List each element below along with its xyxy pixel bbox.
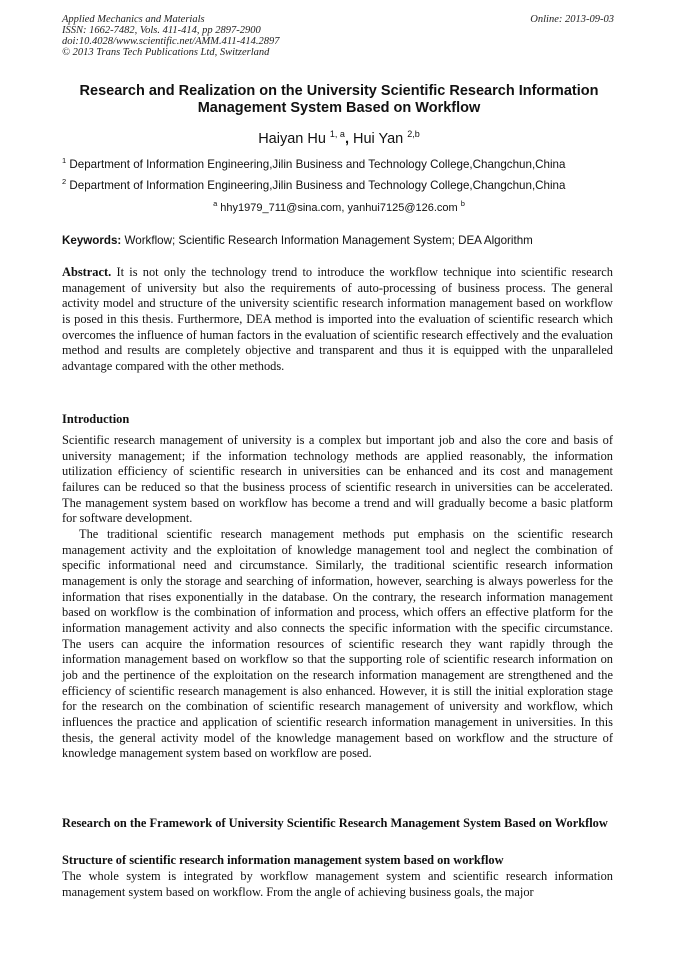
author-2: Hui Yan (353, 131, 404, 147)
affiliation-2-text: Department of Information Engineering,Jilin Business and Technology College,Changchun,China (69, 179, 566, 192)
abstract-text: It is not only the technology trend to introduce the workflow technique into scientific research management of university but also the requirements of auto-processing of business process. The general activity model and structure of the university scientific research information management based on workflow is posed in this thesis. Furthermore, DEA method is imported into the evaluation of scientific research which overcomes the influence of human factors in the evaluation of scientific research effectively and the evaluation method and results are completely objective and transparent and thus it is equipped with the unparalleled advantage compared with the other methods. (62, 265, 613, 373)
introduction-heading: Introduction (62, 412, 130, 426)
affiliation-1-num: 1 (62, 156, 67, 165)
author-1-affil: 1, a (329, 129, 345, 139)
keywords-text: Workflow; Scientific Research Information Management System; DEA Algorithm (124, 234, 533, 247)
affiliation-2-num: 2 (62, 177, 67, 186)
email-sup-a: a (213, 199, 218, 208)
online-date: Online: 2013-09-03 (530, 14, 614, 25)
keywords-label: Keywords: (62, 234, 122, 247)
copyright-line: © 2013 Trans Tech Publications Ltd, Switzerland (62, 47, 270, 58)
doi-line: doi:10.4028/www.scientific.net/AMM.411-414.2897 (62, 36, 280, 47)
keywords (62, 234, 533, 247)
issn-line: ISSN: 1662-7482, Vols. 411-414, pp 2897-2900 (62, 25, 261, 36)
email-addresses: hhy1979_711@sina.com, yanhui7125@126.com (220, 202, 458, 214)
abstract-label: Abstract. (62, 265, 112, 279)
author-separator: , (344, 131, 349, 147)
journal-header (62, 14, 279, 58)
author-line (0, 129, 678, 147)
author-2-affil: 2,b (407, 129, 420, 139)
intro-paragraph-1: Scientific research management of university is a complex but important job and also the core and basis of university management; if the information technology methods are applied reasonably, the information utilization efficiency of scientific research in universities can be enhanced and its cost and management failures can be reduced so that the business process of scientific research in universities can be accelerated. The management system based on workflow has become a trend and will gradually become a basic platform for software development. (62, 433, 613, 526)
affiliation-2 (62, 177, 622, 192)
email-line (0, 199, 678, 214)
abstract (62, 265, 613, 375)
intro-paragraph-2: The traditional scientific research management methods put emphasis on the scientific research management activity and the exploitation of knowledge management tool and neglect the combination of specific informational need and circumstance. Similarly, the traditional scientific research information management is only the storage and searching of information, however, searching is always powerless for the information that rises exponentially in the database. On the contrary, the research information management based on workflow is the combination of information and process, which offers an effective platform for the information management activity and also connects the specific information with the specific circumstance. The users can acquire the information resources of scientific research they want rapidly through the information management based on workflow so that the supporting role of scientific research information on job and the pertinence of the exploitation on the research information management are strengthened and the efficiency of scientific research management is also enhanced. However, it is still the initial exploration stage for the research on the combination of scientific research management of university and workflow, which influences the practice and application of scientific research information management in universities. In this thesis, the general activity model of the knowledge management based on workflow and the structure of knowledge management system based on workflow are posed. (62, 527, 613, 761)
section-paragraph-1: The whole system is integrated by workflow management system and scientific research information management system based on workflow. From the angle of achieving business goals, the major (62, 869, 613, 899)
journal-name: Applied Mechanics and Materials (62, 14, 205, 25)
section-heading: Research on the Framework of University Scientific Research Management System Based on Workflow (62, 816, 608, 830)
affiliation-1-text: Department of Information Engineering,Jilin Business and Technology College,Changchun,China (69, 158, 566, 171)
author-1: Haiyan Hu (258, 131, 326, 147)
email-sup-b: b (460, 199, 465, 208)
affiliation-1 (62, 156, 622, 171)
paper-title: Research and Realization on the University Scientific Research Information Management System Based on Workflow (79, 83, 599, 116)
subsection-heading: Structure of scientific research information management system based on workflow (62, 853, 504, 867)
